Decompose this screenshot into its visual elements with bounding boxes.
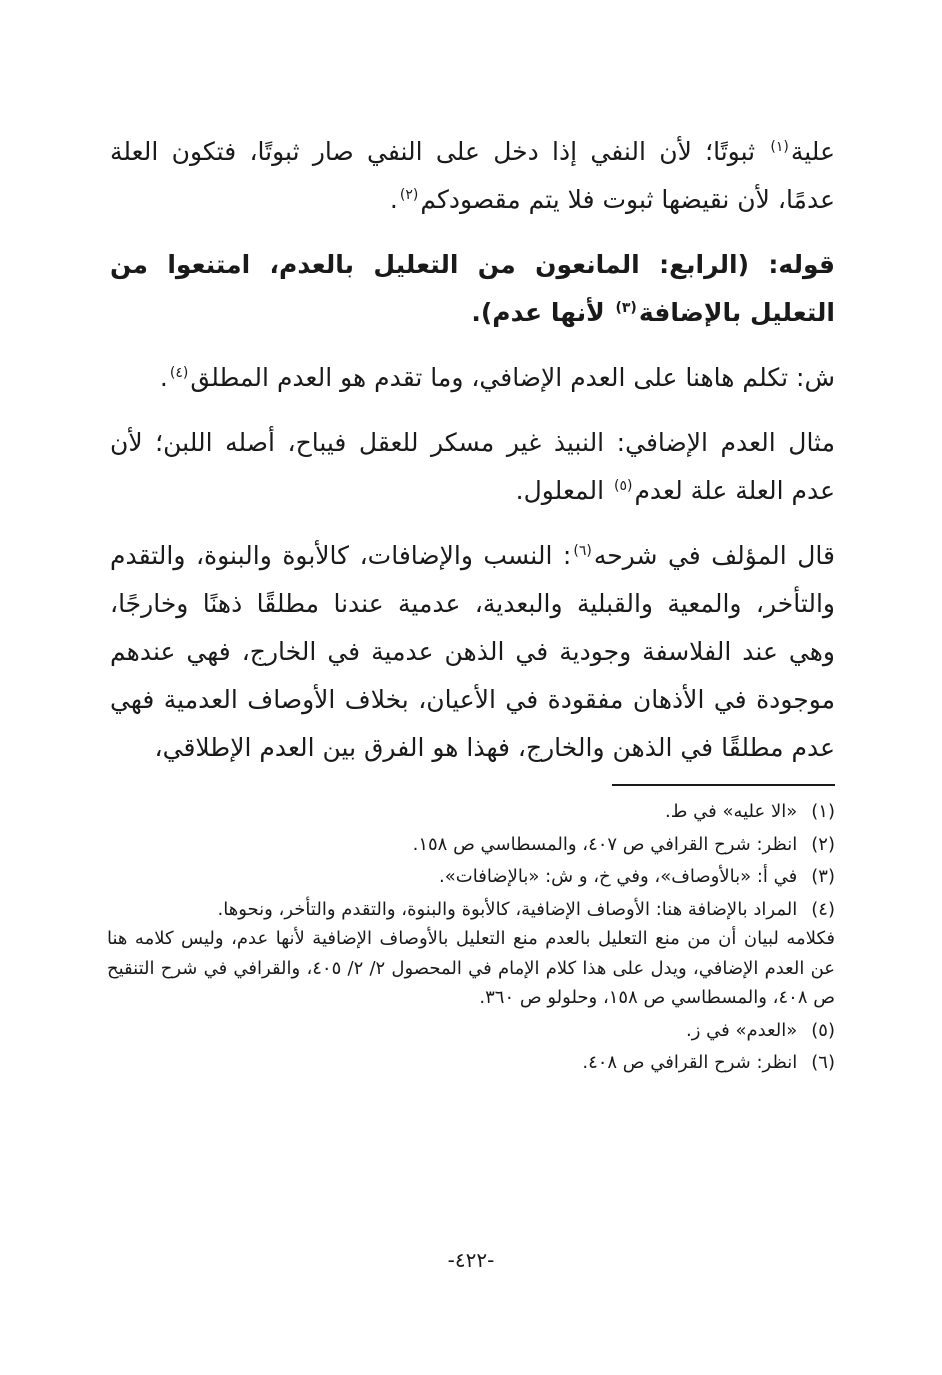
page-number: -٤٢٢-: [447, 1248, 495, 1272]
footnote-text: انظر: شرح القرافي ص ٤٠٧، والمسطاسي ص ١٥٨.: [412, 833, 798, 855]
paragraph-3-text-a: ش: تكلم هاهنا على العدم الإضافي، وما تقدم هو العدم المطلق: [190, 363, 835, 392]
footnote-ref-4: (٤): [169, 364, 189, 381]
footnote-3: [107, 862, 835, 892]
paragraph-4: [110, 419, 835, 515]
paragraph-2-text-a: قوله: (الرابع: المانعون من التعليل بالعدم، امتنعوا من التعليل بالإضافة: [110, 250, 835, 327]
footnote-number: (٥): [811, 1019, 835, 1041]
footnote-number: (١): [811, 801, 835, 822]
footnote-text: «الا عليه» في ط.: [665, 801, 798, 822]
paragraph-1-text-c: .: [389, 185, 398, 214]
footnote-text: انظر: شرح القرافي ص ٤٠٨.: [582, 1052, 798, 1073]
footnote-2: [107, 830, 835, 860]
footnote-ref-2: (٢): [399, 186, 419, 203]
paragraph-1-text-b: ثبوتًا؛ لأن النفي إذا دخل على النفي صار ثبوتًا، فتكون العلة عدمًا، لأن نقيضها ثبوت فلا يتم مقصودكم: [110, 137, 835, 214]
paragraph-5: [110, 532, 835, 772]
footnote-5: [107, 1016, 835, 1046]
main-text: [110, 128, 835, 789]
footnote-4: [107, 895, 835, 1013]
footnote-ref-6: (٦): [573, 542, 592, 559]
paragraph-3-text-b: .: [159, 363, 168, 392]
paragraph-1: [110, 128, 835, 224]
footnote-text: في أ: «بالأوصاف»، وفي خ، و ش: «بالإضافات».: [439, 866, 798, 887]
paragraph-5-text-b: : النسب والإضافات، كالأبوة والبنوة، والتقدم والتأخر، والمعية والقبلية والبعدية، عدمية عندنا مطلقًا ذهنًا وخارجًا، وهي عند الفلاسفة وجودية في الذهن عدمية في الخارج، فهي عندهم موجودة في الأذهان مفقودة في الأعيان، بخلاف الأوصاف العدمية فهي عدم مطلقًا في الذهن والخارج، فهذا هو الفرق بين العدم الإطلاقي،: [110, 541, 835, 762]
paragraph-3: [110, 354, 835, 402]
footnote-1: [107, 797, 835, 827]
footnotes: [107, 797, 835, 1081]
footnote-number: (٢): [811, 833, 835, 855]
paragraph-5-text-a: قال المؤلف في شرحه: [593, 541, 835, 570]
paragraph-1-text-a: علية: [790, 137, 835, 166]
footnote-6: [107, 1048, 835, 1078]
footnote-number: (٦): [811, 1052, 835, 1073]
footnote-ref-1: (١): [770, 138, 789, 155]
paragraph-4-text-a: مثال العدم الإضافي: النبيذ غير مسكر للعقل فيباح، أصله اللبن؛ لأن عدم العلة علة لعدم: [110, 428, 835, 505]
paragraph-2-text-b: لأنها عدم).: [471, 298, 605, 327]
footnote-number: (٤): [811, 898, 835, 920]
paragraph-2-quote: [110, 241, 835, 337]
footnote-ref-3: (٣): [615, 299, 637, 316]
footnote-text: المراد بالإضافة هنا: الأوصاف الإضافية، كالأبوة والبنوة، والتقدم والتأخر، ونحوها.: [217, 898, 798, 920]
footnote-ref-5: (٥): [613, 477, 633, 494]
footnote-4-continuation: فكلامه لبيان أن من منع التعليل بالعدم منع التعليل بالأوصاف الإضافية لأنها عدم، وليس كلامه هنا عن العدم الإضافي، ويدل على هذا كلام الإمام في المحصول ٢/ ٢/ ٤٠٥، والقرافي في شرح التنقيح ص ٤٠٨، والمسطاسي ص ١٥٨، وحلولو ص ٣٦٠.: [107, 928, 836, 1008]
footnote-text: «العدم» في ز.: [686, 1019, 798, 1041]
footnote-separator: [612, 784, 835, 786]
paragraph-4-text-b: المعلول.: [515, 476, 605, 505]
footnote-number: (٣): [811, 866, 835, 887]
